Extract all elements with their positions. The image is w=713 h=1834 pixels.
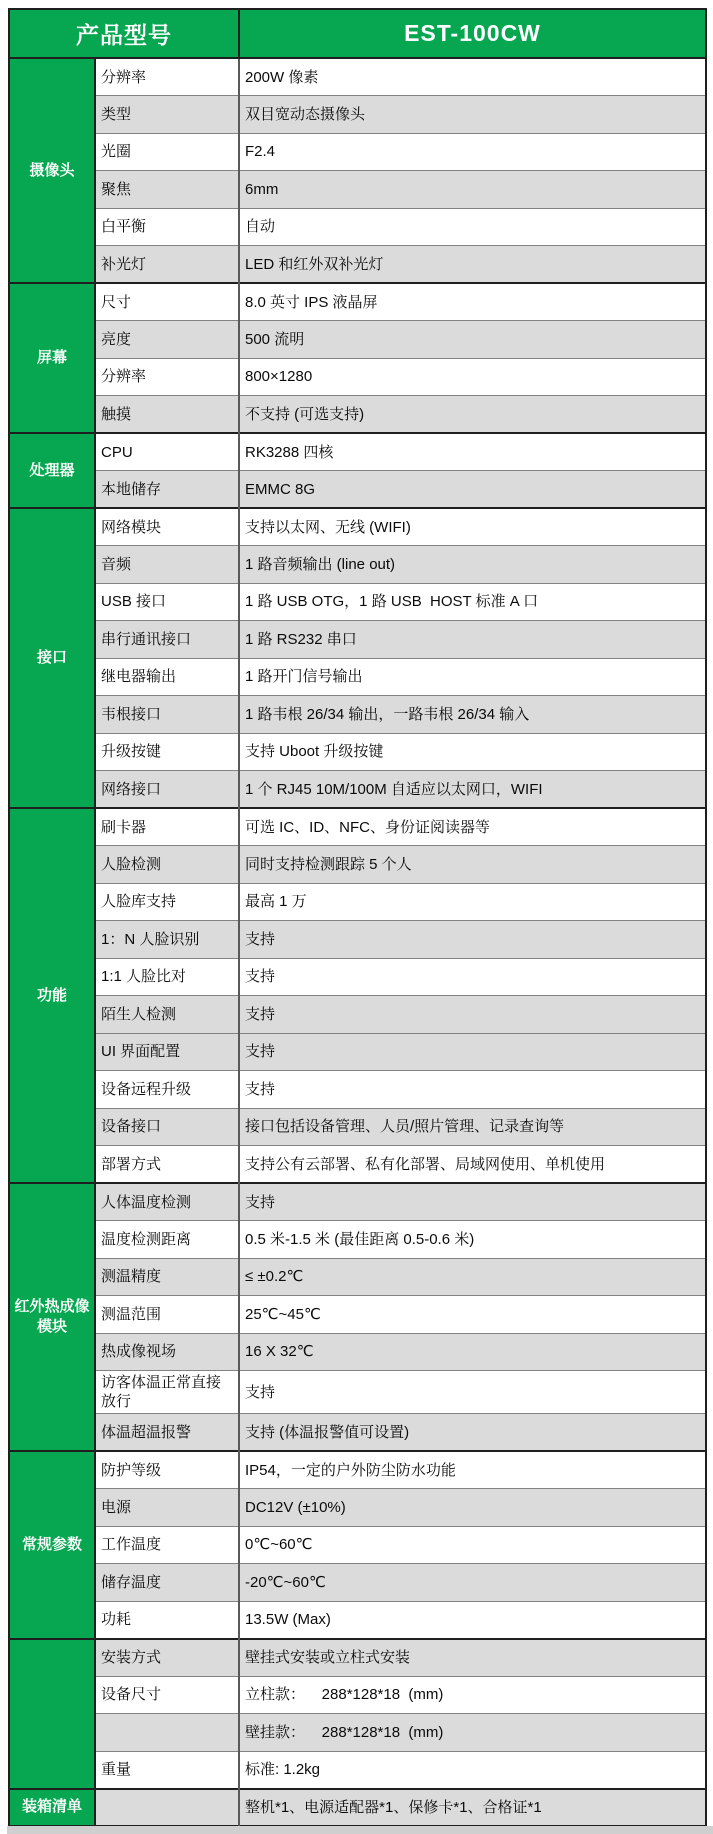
param-cell: 陌生人检测	[95, 996, 239, 1034]
value-cell: 1 路 RS232 串口	[239, 621, 706, 659]
table-row	[9, 396, 706, 434]
param-cell	[95, 1714, 239, 1752]
table-header-row	[9, 9, 706, 58]
param-cell: 刷卡器	[95, 808, 239, 846]
value-cell: 支持	[239, 1033, 706, 1071]
value-cell: 支持	[239, 1371, 706, 1414]
value-cell: 13.5W (Max)	[239, 1601, 706, 1639]
table-row	[9, 1033, 706, 1071]
category-cell: 红外热成像 模块	[9, 1183, 95, 1451]
param-cell: 测温精度	[95, 1258, 239, 1296]
param-cell: 温度检测距离	[95, 1221, 239, 1259]
category-cell: 功能	[9, 808, 95, 1183]
param-cell: CPU	[95, 433, 239, 471]
table-row	[9, 171, 706, 209]
param-cell: 触摸	[95, 396, 239, 434]
param-cell: 韦根接口	[95, 696, 239, 734]
param-cell: 热成像视场	[95, 1333, 239, 1371]
table-row	[9, 1296, 706, 1334]
value-cell: 同时支持检测跟踪 5 个人	[239, 846, 706, 884]
product-spec-table	[8, 8, 707, 1827]
table-row	[9, 433, 706, 471]
table-row	[9, 1526, 706, 1564]
param-cell: 亮度	[95, 321, 239, 359]
value-cell: 1 路开门信号输出	[239, 658, 706, 696]
table-row	[9, 771, 706, 809]
table-row	[9, 996, 706, 1034]
table-row	[9, 1414, 706, 1452]
param-cell: 访客体温正常直接放行	[95, 1371, 239, 1414]
value-cell: 自动	[239, 208, 706, 246]
table-row	[9, 696, 706, 734]
value-cell: 支持 Uboot 升级按键	[239, 733, 706, 771]
product-model-label: 产品型号	[9, 9, 239, 58]
value-cell: 标准: 1.2kg	[239, 1751, 706, 1789]
table-row	[9, 1108, 706, 1146]
value-cell: EMMC 8G	[239, 471, 706, 509]
table-row	[9, 1639, 706, 1677]
value-cell: DC12V (±10%)	[239, 1489, 706, 1527]
value-cell: 1 个 RJ45 10M/100M 自适应以太网口，WIFI	[239, 771, 706, 809]
value-cell: 可选 IC、ID、NFC、身份证阅读器等	[239, 808, 706, 846]
param-cell: 工作温度	[95, 1526, 239, 1564]
value-cell: IP54，一定的户外防尘防水功能	[239, 1451, 706, 1489]
table-row	[9, 1371, 706, 1414]
table-row	[9, 321, 706, 359]
value-cell: 16 X 32℃	[239, 1333, 706, 1371]
param-cell: 类型	[95, 96, 239, 134]
table-row	[9, 846, 706, 884]
param-cell: 体温超温报警	[95, 1414, 239, 1452]
value-cell: 800×1280	[239, 358, 706, 396]
param-cell: UI 界面配置	[95, 1033, 239, 1071]
value-cell: 1 路韦根 26/34 输出，一路韦根 26/34 输入	[239, 696, 706, 734]
param-cell: 人脸库支持	[95, 883, 239, 921]
value-cell: 整机*1、电源适配器*1、保修卡*1、合格证*1	[239, 1789, 706, 1827]
table-row	[9, 246, 706, 284]
param-cell: 补光灯	[95, 246, 239, 284]
table-row	[9, 658, 706, 696]
table-row	[9, 1071, 706, 1109]
param-cell: 本地储存	[95, 471, 239, 509]
table-row	[9, 1489, 706, 1527]
param-cell: 白平衡	[95, 208, 239, 246]
table-row	[9, 921, 706, 959]
param-cell	[95, 1789, 239, 1827]
param-cell: 分辨率	[95, 358, 239, 396]
param-cell: 音频	[95, 546, 239, 584]
value-cell: 壁挂式安装或立柱式安装	[239, 1639, 706, 1677]
table-row	[9, 958, 706, 996]
category-cell: 处理器	[9, 433, 95, 508]
value-cell: ≤ ±0.2℃	[239, 1258, 706, 1296]
category-cell: 摄像头	[9, 58, 95, 283]
param-cell: 储存温度	[95, 1564, 239, 1602]
category-cell: 常规参数	[9, 1451, 95, 1639]
value-cell: 支持以太网、无线 (WIFI)	[239, 508, 706, 546]
table-row	[9, 733, 706, 771]
param-cell: 设备远程升级	[95, 1071, 239, 1109]
value-cell: 支持	[239, 1183, 706, 1221]
value-cell: 支持	[239, 996, 706, 1034]
table-row	[9, 1183, 706, 1221]
param-cell: 部署方式	[95, 1146, 239, 1184]
param-cell: 光圈	[95, 133, 239, 171]
param-cell: 网络模块	[95, 508, 239, 546]
value-cell: 8.0 英寸 IPS 液晶屏	[239, 283, 706, 321]
table-row	[9, 1676, 706, 1714]
param-cell: 设备接口	[95, 1108, 239, 1146]
param-cell: USB 接口	[95, 583, 239, 621]
param-cell: 电源	[95, 1489, 239, 1527]
table-row	[9, 621, 706, 659]
table-row	[9, 1714, 706, 1752]
table-row	[9, 471, 706, 509]
param-cell: 继电器输出	[95, 658, 239, 696]
param-cell: 分辨率	[95, 58, 239, 96]
value-cell: F2.4	[239, 133, 706, 171]
value-cell: 500 流明	[239, 321, 706, 359]
table-row	[9, 1221, 706, 1259]
value-cell: 接口包括设备管理、人员/照片管理、记录查询等	[239, 1108, 706, 1146]
param-cell: 人脸检测	[95, 846, 239, 884]
table-row	[9, 58, 706, 96]
value-cell: 支持 (体温报警值可设置)	[239, 1414, 706, 1452]
param-cell: 安装方式	[95, 1639, 239, 1677]
value-cell: 立柱款： 288*128*18 (mm)	[239, 1676, 706, 1714]
value-cell: LED 和红外双补光灯	[239, 246, 706, 284]
table-row	[9, 1258, 706, 1296]
value-cell: RK3288 四核	[239, 433, 706, 471]
table-row	[9, 208, 706, 246]
param-cell: 1：N 人脸识别	[95, 921, 239, 959]
table-row	[9, 583, 706, 621]
value-cell: -20℃~60℃	[239, 1564, 706, 1602]
table-row	[9, 1146, 706, 1184]
value-cell: 支持	[239, 958, 706, 996]
param-cell: 测温范围	[95, 1296, 239, 1334]
value-cell: 最高 1 万	[239, 883, 706, 921]
param-cell: 防护等级	[95, 1451, 239, 1489]
category-cell: 屏幕	[9, 283, 95, 433]
category-cell: 装箱清单	[9, 1789, 95, 1827]
value-cell: 0℃~60℃	[239, 1526, 706, 1564]
table-row	[9, 546, 706, 584]
value-cell: 支持公有云部署、私有化部署、局域网使用、单机使用	[239, 1146, 706, 1184]
product-model-value: EST-100CW	[239, 9, 706, 58]
value-cell: 200W 像素	[239, 58, 706, 96]
value-cell: 壁挂款： 288*128*18 (mm)	[239, 1714, 706, 1752]
table-row	[9, 1601, 706, 1639]
page-bottom-shadow	[7, 1826, 713, 1834]
param-cell: 功耗	[95, 1601, 239, 1639]
param-cell: 聚焦	[95, 171, 239, 209]
value-cell: 双目宽动态摄像头	[239, 96, 706, 134]
value-cell: 6mm	[239, 171, 706, 209]
param-cell: 网络接口	[95, 771, 239, 809]
param-cell: 1:1 人脸比对	[95, 958, 239, 996]
category-cell	[9, 1639, 95, 1789]
table-row	[9, 358, 706, 396]
value-cell: 支持	[239, 921, 706, 959]
table-row	[9, 96, 706, 134]
param-cell: 升级按键	[95, 733, 239, 771]
table-row	[9, 1333, 706, 1371]
param-cell: 重量	[95, 1751, 239, 1789]
spec-table-body	[9, 58, 706, 1826]
value-cell: 25℃~45℃	[239, 1296, 706, 1334]
table-row	[9, 1789, 706, 1827]
table-row	[9, 1564, 706, 1602]
table-row	[9, 508, 706, 546]
table-row	[9, 883, 706, 921]
value-cell: 0.5 米-1.5 米 (最佳距离 0.5-0.6 米)	[239, 1221, 706, 1259]
param-cell: 串行通讯接口	[95, 621, 239, 659]
value-cell: 1 路音频输出 (line out)	[239, 546, 706, 584]
value-cell: 不支持 (可选支持)	[239, 396, 706, 434]
category-cell: 接口	[9, 508, 95, 808]
param-cell: 设备尺寸	[95, 1676, 239, 1714]
table-row	[9, 133, 706, 171]
table-row	[9, 1751, 706, 1789]
param-cell: 人体温度检测	[95, 1183, 239, 1221]
value-cell: 支持	[239, 1071, 706, 1109]
param-cell: 尺寸	[95, 283, 239, 321]
table-row	[9, 1451, 706, 1489]
table-row	[9, 283, 706, 321]
value-cell: 1 路 USB OTG，1 路 USB HOST 标准 A 口	[239, 583, 706, 621]
table-row	[9, 808, 706, 846]
